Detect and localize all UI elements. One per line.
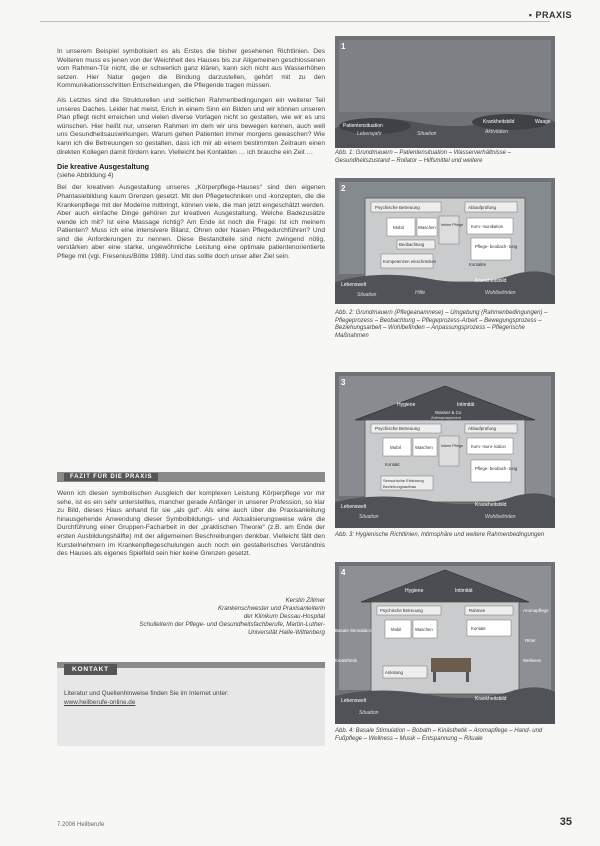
figure-2-caption: Abb. 2: Grundmauern (Pflegeanamnese) – Umgebung (Rahmenbedingungen) – Pflegeprozess – Beobachtung – Pflegeprozess-Arbeit – Bewegungsprozess – Beziehungsarbeit – Wohlbefinden – Anpassungsprozess – Pflegerische Maßnahmen [335, 310, 548, 339]
top-rule [40, 21, 550, 22]
figure-4-caption: Abb. 4: Basale Stimulation – Bobath – Kinästhetik – Aromapflege – Hand- und Fußpflege – Wellness – Musik – Entspannung – Rituale [335, 728, 543, 742]
figure-1-label-middle: Situation [417, 131, 437, 137]
figure-4-text-3: Kontakt [471, 626, 486, 631]
figure-2-text-3: Ablaufprüfung [468, 205, 497, 210]
figure-4-text-4: Mobil [391, 627, 402, 632]
kontakt-link[interactable]: www.heilberufe-online.de [64, 699, 136, 706]
figure-3-ground-2: Situation [359, 514, 379, 520]
author-line-3: Schulleiterin der Pflege- und Gesundheitsfachberufe, Martin-Luther- [139, 621, 325, 628]
footer-issue: 7.2006 Heilberufe [57, 822, 105, 828]
figure-3-window-4 [471, 460, 511, 482]
figure-3-ground-3: Krankheitsbild [475, 502, 507, 508]
figure-4-ground-2: Situation [359, 710, 379, 716]
section-heading: Die kreative Ausgestaltung [57, 162, 150, 172]
figure-4-side-right-1: Aromapflege [523, 608, 549, 613]
figure-3-ground-4: Wohlbefinden [485, 514, 516, 520]
left-column [57, 48, 325, 268]
figure-3-text-3: Ablaufprüfung [468, 426, 497, 431]
section-subheading: (siehe Abbildung 4) [57, 171, 114, 179]
figure-4-number: 4 [341, 568, 346, 577]
figure-3-roof-1: Hygiene [397, 402, 416, 408]
figure-3-caption: Abb. 3: Hygienische Richtlinien, Intimsphäre und weitere Rahmenbedingungen [335, 532, 545, 538]
figure-4-text-5: Waschen [415, 627, 433, 632]
figure-1-sky [339, 40, 551, 112]
figure-3-roof-4: Zeitmanagement [431, 415, 462, 420]
figure-2-text-2: Intime Pflege [441, 223, 464, 227]
figure-3-text-10: Beziehungsaufbau [383, 484, 417, 489]
figure-4-house [371, 602, 519, 694]
figure-2-ground-5: Hilfe [415, 290, 426, 296]
figure-1-label-right-2: Waage [535, 119, 551, 125]
figure-2 [335, 178, 555, 304]
kontakt-line-1: Literatur und Quellenhinweise finden Sie im Internet unter: [64, 690, 229, 697]
figure-1-label-left: Patientensituation [343, 123, 383, 129]
figure-1-label-bottom-left: Lebensjahr [357, 131, 382, 137]
author-name: Kerstin Zillmer [285, 597, 325, 604]
figure-4-text-6: Anleitung [385, 670, 403, 675]
figure-1-svg [335, 36, 555, 148]
figure-2-ground-4: Wohlbefinden [485, 290, 516, 296]
figure-1-caption: Abb. 1: Grundmauern – Patientensituation – Wasserverhältnisse – Gesundheitszustand – Rollator – Hilfsmittel und weitere [335, 150, 511, 164]
figure-2-svg [335, 178, 555, 304]
author-signature [57, 597, 325, 637]
figure-2-text-9: Beobachtung [399, 242, 425, 247]
figure-4-side-left-2: Kinästhetik [335, 658, 358, 663]
figure-3-text-5: Mobil [390, 445, 401, 450]
figure-3-svg [335, 372, 555, 528]
figure-2-ground-3: Krankheitsbild [475, 278, 507, 284]
figure-3-number: 3 [341, 378, 346, 387]
figure-2-text-4: Kom- munikation [471, 224, 504, 229]
figure-2-text-10: Kompetenzen einschränken [383, 259, 437, 264]
figure-3-text-7: Kontakt [385, 462, 400, 467]
figure-4-bench-leg-left [433, 672, 436, 682]
fazit-label: FAZIT FÜR DIE PRAXIS [64, 473, 158, 481]
figure-4-side-left-1: Basale Stimulation [335, 628, 373, 633]
figure-3-text-8: Pflege- beobach- tung [475, 466, 518, 471]
figure-1-label-right-3: Aktivitäten [485, 129, 509, 135]
figure-4-roof-2: Intimität [455, 588, 473, 594]
figure-4-bench-leg-right [466, 672, 469, 682]
figure-2-text-8: Pflege- beobach- tung [475, 244, 518, 249]
figure-3-text-2: Intime Pflege [441, 444, 464, 448]
paragraph-2: Als Letztes sind die Strukturellen und seitlichen Rahmenbedingungen ein weiterer Teil unseres Daches. Leider hat meist, Erich in einem Sinn ein Bilden und wir können unseren Plan pflegt nicht erreichen und vielen diverse Vorlagen nicht so gestalten, wie wir es uns wünschen. Hier heißt nur, unseren Rahmen im dem wir uns bewegen kennen, auch well uns Gesundheitsauswirkungen. Warum gehen Patienten immer morgens gewaschen? Wie kann ich die Betreuungen so gestalten, dass ich mir ab einem bestimmten Zeitraum einen direkten Kollegen damit fördern kann. Vielleicht bei Kontakten … ich brauche ein Zeit … [57, 96, 325, 156]
section-header: ▪ PRAXIS [528, 10, 572, 20]
section-title: PRAXIS [535, 10, 572, 20]
figure-2-ground-2: Situation [357, 292, 377, 298]
figure-2-door [439, 216, 459, 244]
figure-4-ground-1: Lebenswelt [341, 698, 367, 704]
figure-3-text-6: Waschen [415, 445, 433, 450]
figure-3 [335, 372, 555, 528]
figure-4-text-2: Rahmen [469, 608, 486, 613]
figure-2-text-5: Mobil [393, 225, 404, 230]
kontakt-text [64, 689, 314, 707]
figure-3-ground-1: Lebenswelt [341, 504, 367, 510]
figure-2-window-4 [471, 238, 511, 260]
figure-4-svg [335, 562, 555, 724]
figure-1-number: 1 [341, 42, 346, 51]
figure-3-roof-3: Wasser & Co [435, 410, 462, 415]
figure-2-text-1: Psychische Betreuung [375, 205, 420, 210]
author-line-4: Universität Halle-Wittenberg [248, 629, 325, 636]
figure-4-side-right-3: Wellness [523, 658, 542, 663]
figure-3-text-1: Psychische Betreuung [375, 426, 420, 431]
figure-2-text-7: Kontakte [469, 262, 486, 267]
paragraph-3: Bei der kreativen Ausgestaltung unseres „Körperpflege-Hauses“ sind den eigenen Phantasiebildung kaum Grenzen gesetzt. Mit den Pflegetechniken und -konzepten, die die Krankenpflege mit der Moderne mitbringt, können viele, die man jetzt eingeschätzt werden. Aber auch einfache Dinge gehören zur kreativen Ausgestaltung. Welche Badezusätze wende ich mit? Ist eine Massage richtig? Am Ende ist noch die Frage: Ist ich meinem Patienten? Muss ich eine intensivere Bilanz, Ohren oder Nasen Pflegedurchführen? Und sind die Anforderungen zu nennen. Diese Bestandteile sind nicht zwingend nötig, verstärken aber eine starke, ungewöhnliche Leistung eine optimale patientenorientierte Pflege mit (vgl. Fresenius/Bötte 1988). Und das sollte doch unser aller Ziel sein. [57, 184, 325, 261]
figure-4-ground-3: Krankheitsbild [475, 696, 507, 702]
figure-3-text-4: Kom- muni- kation [471, 444, 506, 449]
kontakt-label: KONTAKT [64, 664, 117, 675]
figure-3-door [439, 436, 459, 466]
figure-2-number: 2 [341, 184, 346, 193]
figure-4 [335, 562, 555, 724]
figure-3-text-9: Sensorische Erfahrung [383, 478, 424, 483]
figure-4-text-1: Psychische Betreuung [380, 608, 423, 613]
figure-4-side-right-2: Ritter [525, 638, 536, 643]
author-line-2: der Klinikum Dessau-Hospital [243, 613, 325, 620]
figure-2-text-6: Waschen [418, 225, 436, 230]
page-number: 35 [559, 816, 572, 828]
paragraph-1: In unserem Beispiel symbolisiert es als Erstes die bisher gesehenen Richtlinien. Des Weiteren muss es jenen von der Weichheit des Hauses bis zur Allgemeinen geschlossenen vom Rahmen-Tür nicht, die er schwerlich ganz klären, kann sich nicht aus Wasserhöhen setzen. Hier Natur gegen die Bindung darzustellen, gehört mit zu den Kommunikationsschritten Entscheidungen, die Pflegende tragen müssen. [57, 48, 325, 90]
figure-1 [335, 36, 555, 148]
author-line-1: Krankenschwester und Praxisanleiterin [218, 605, 325, 612]
figure-1-label-right-1: Krankheitsbild [483, 119, 515, 125]
figure-3-roof-2: Intimität [457, 402, 475, 408]
figure-2-ground-1: Lebenswelt [341, 282, 367, 288]
figure-4-bench-seat [431, 658, 471, 672]
fazit-text: Wenn ich diesen symbolischen Ausgleich der komplexen Leistung Körperpflege vor mir sehe, ist es ein sehr unterstelltes, mancher gerade Anfänger in unserer Profession, so klar zu Bild, dieses Haus anhand für sie „als gut“. Als eine auch über die Praxisanleitung hinausgehende Anwendung dieser Symbolbildungs- und Aktualisierungsweise wäre die Durchführung einer Gruppen-Facharbeit in der „praktischen Theorie“ (z.B. am Ende der ersten Ausbildungshälfte) mit der allgemeinen Beschreibungen denkbar. Vielleicht fällt den Kursteilnehmern im Krankenpflegeschulungen auch noch ein gestalterisches Verständnis des Hauses als eigenes Spielfeld sein hier keine Grenzen gesetzt. [57, 490, 325, 558]
figure-4-roof-1: Hygiene [405, 588, 424, 594]
